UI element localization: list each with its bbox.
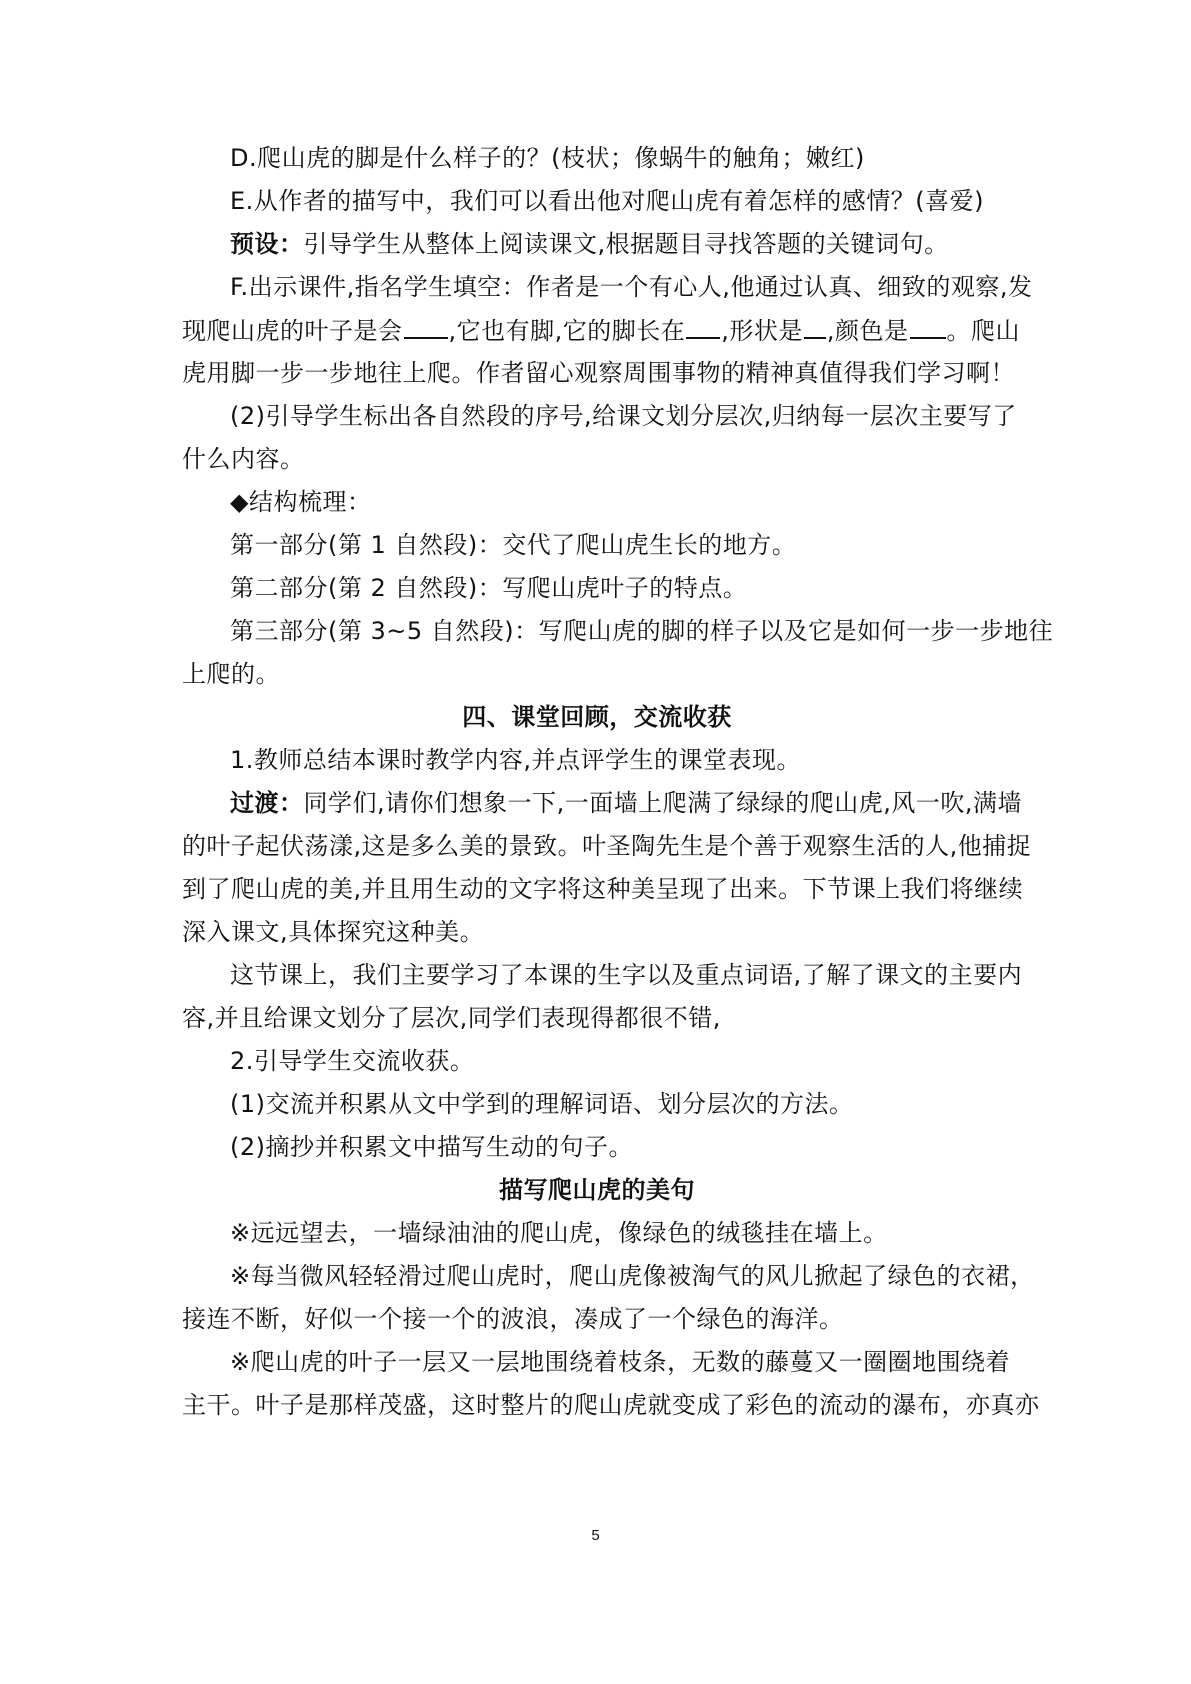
beauty-heading: 描写爬山虎的美句 [499, 1176, 695, 1204]
beauty-sentence-2-line-1: ※每当微风轻轻滑过爬山虎时，爬山虎像被淘气的风儿掀起了绿色的衣裙， [230, 1262, 1035, 1290]
fill-blank-line-2: 现爬山虎的叶子是会 ,它也有脚,它的脚长在 ,形状是 ,颜色是 。爬山 [182, 317, 1021, 345]
beauty-sentence-2-line-2: 接连不断，好似一个接一个的波浪，凑成了一个绿色的海洋。 [182, 1305, 844, 1333]
blank-1 [404, 315, 448, 339]
section-4-item-2-2: (2)摘抄并积累文中描写生动的句子。 [230, 1133, 633, 1161]
beauty-sentence-3-line-1: ※爬山虎的叶子一层又一层地围绕着枝条，无数的藤蔓又一圈圈地围绕着 [230, 1348, 1011, 1376]
preset-paragraph [230, 229, 949, 259]
structure-part-1: 第一部分(第 1 自然段)：交代了爬山虎生长的地方。 [230, 531, 797, 559]
preset-text: 引导学生从整体上阅读课文,根据题目寻找答题的关键词句。 [303, 230, 949, 258]
blank-4 [910, 315, 946, 339]
transition-paragraph: 过渡：同学们,请你们想象一下,一面墙上爬满了绿绿的爬山虎,风一吹,满墙 [230, 789, 1023, 817]
question-e: E.从作者的描写中，我们可以看出他对爬山虎有着怎样的感情？(喜爱) [230, 187, 985, 215]
step-2-line-1: (2)引导学生标出各自然段的序号,给课文划分层次,归纳每一层次主要写了 [230, 402, 1017, 430]
structure-part-3-line-2: 上爬的。 [182, 660, 280, 688]
transition-line-2: 的叶子起伏荡漾,这是多么美的景致。叶圣陶先生是个善于观察生活的人,他捕捉 [182, 832, 1032, 860]
section-4-item-1: 1.教师总结本课时教学内容,并点评学生的课堂表现。 [230, 746, 802, 774]
transition-line-3: 到了爬山虎的美,并且用生动的文字将这种美呈现了出来。下节课上我们将继续 [182, 875, 1024, 903]
summary-line-2: 容,并且给课文划分了层次,同学们表现得都很不错, [182, 1004, 721, 1032]
summary-line-1: 这节课上，我们主要学习了本课的生字以及重点词语,了解了课文的主要内 [230, 961, 1023, 989]
page-number: 5 [591, 1527, 600, 1544]
section-4-item-2: 2.引导学生交流收获。 [230, 1047, 475, 1075]
structure-part-3-line-1: 第三部分(第 3~5 自然段)：写爬山虎的脚的样子以及它是如何一步一步地往 [230, 617, 1054, 645]
preset-label: 预设： [230, 230, 304, 258]
structure-heading: ◆结构梳理： [230, 488, 372, 516]
question-d: D.爬山虎的脚是什么样子的？(枝状；像蜗牛的触角；嫩红) [230, 144, 865, 172]
beauty-sentence-3-line-2: 主干。叶子是那样茂盛，这时整片的爬山虎就变成了彩色的流动的瀑布，亦真亦 [182, 1391, 1040, 1419]
step-2-line-2: 什么内容。 [182, 445, 305, 473]
blank-2 [686, 315, 720, 339]
blank-3 [804, 315, 826, 339]
section-4-item-2-1: (1)交流并积累从文中学到的理解词语、划分层次的方法。 [230, 1090, 854, 1118]
transition-line-4: 深入课文,具体探究这种美。 [182, 918, 485, 946]
fill-blank-line-3: 虎用脚一步一步地往上爬。作者留心观察周围事物的精神真值得我们学习啊！ [182, 359, 1015, 387]
section-4-heading: 四、课堂回顾，交流收获 [462, 703, 732, 731]
beauty-sentence-1: ※远远望去，一墙绿油油的爬山虎，像绿色的绒毯挂在墙上。 [230, 1219, 888, 1247]
structure-part-2: 第二部分(第 2 自然段)：写爬山虎叶子的特点。 [230, 574, 748, 602]
fill-blank-line-1: F.出示课件,指名学生填空：作者是一个有心人,他通过认真、细致的观察,发 [230, 273, 1033, 301]
transition-label: 过渡： [230, 789, 304, 817]
